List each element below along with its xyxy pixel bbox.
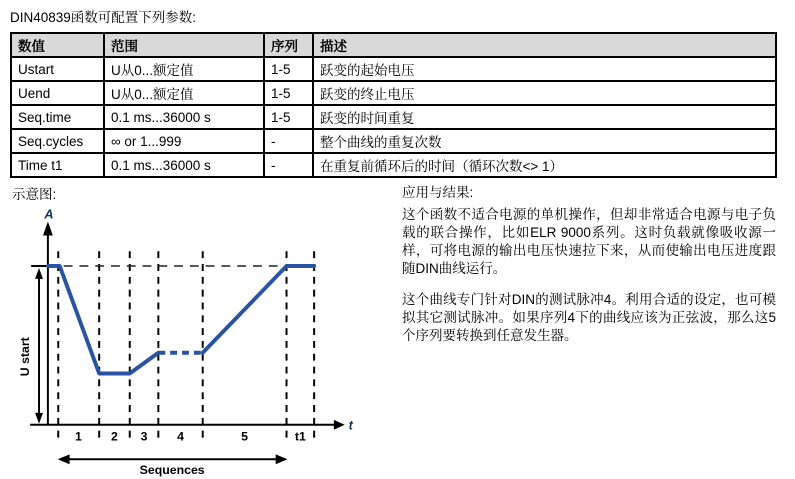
cell-sequence: 1-5 — [264, 105, 313, 129]
column-header-value: 数值 — [11, 33, 104, 57]
cell-value: Uend — [11, 81, 104, 105]
segment-label-1: 1 — [75, 429, 82, 444]
cell-value: Seq.cycles — [11, 129, 104, 153]
segment-label-t1: t1 — [294, 429, 306, 444]
x-axis-label: t — [348, 417, 353, 433]
cell-sequence: 1-5 — [264, 57, 313, 81]
table-row — [11, 105, 776, 129]
table-row — [11, 81, 776, 105]
parameter-table — [10, 32, 777, 178]
cell-range: U从0...额定值 — [104, 57, 264, 81]
cell-range: 0.1 ms...36000 s — [104, 153, 264, 177]
cell-range: ∞ or 1...999 — [104, 129, 264, 153]
application-paragraph: 这个函数不适合电源的单机操作，但却非常适合电源与电子负载的联合操作，比如ELR 9000系列。这时负载就像吸收源一样，可将电源的输出电压快速拉下来，从而使输出电压进度跟随DIN曲线运行。 — [402, 207, 776, 276]
schematic-label: 示意图: — [12, 187, 57, 202]
cell-description: 跃变的终止电压 — [313, 81, 776, 105]
y-axis-label: A — [44, 206, 54, 222]
x-axis-arrowhead — [334, 420, 345, 430]
cell-description: 在重复前循环后的时间（循环次数<> 1） — [313, 153, 776, 177]
column-header-description: 描述 — [313, 33, 776, 57]
sequence-boundary-gridlines — [58, 251, 314, 443]
y-axis-arrowhead — [43, 222, 53, 236]
sequences-arrowhead-left — [58, 454, 70, 464]
cell-value: Seq.time — [11, 105, 104, 129]
cell-range: 0.1 ms...36000 s — [104, 105, 264, 129]
din-curve-solid-left — [48, 266, 158, 373]
segment-label-2: 2 — [111, 429, 118, 444]
ustart-arrowhead-up — [35, 268, 43, 279]
cell-value: Time t1 — [11, 153, 104, 177]
cell-sequence: - — [264, 153, 313, 177]
cell-description: 跃变的时间重复 — [313, 105, 776, 129]
page-title: DIN40839函数可配置下列参数: — [10, 10, 197, 25]
table-row — [11, 129, 776, 153]
table-row — [11, 153, 776, 177]
segment-label-5: 5 — [241, 429, 249, 444]
cell-value: Ustart — [11, 57, 104, 81]
cell-sequence: 1-5 — [264, 81, 313, 105]
segment-label-3: 3 — [140, 429, 148, 444]
segment-label-4: 4 — [177, 429, 184, 444]
din-curve-solid-right — [203, 266, 314, 353]
cell-range: U从0...额定值 — [104, 81, 264, 105]
column-header-range: 范围 — [104, 33, 264, 57]
application-section — [402, 184, 776, 358]
din-curve-diagram — [0, 196, 365, 479]
table-row — [11, 57, 776, 81]
cell-description: 跃变的起始电压 — [313, 57, 776, 81]
application-paragraph: 这个曲线专门针对DIN的测试脉冲4。利用合适的设定，也可模拟其它测试脉冲。如果序列4下的曲线应该为正弦波，那么这5个序列要转换到任意发生器。 — [402, 292, 776, 343]
table-header-row — [11, 33, 776, 57]
sequences-arrowhead-right — [276, 454, 288, 464]
ustart-label: U start — [18, 337, 33, 377]
ustart-arrowhead-down — [35, 413, 43, 424]
column-header-sequence: 序列 — [264, 33, 313, 57]
application-heading: 应用与结果: — [402, 185, 474, 200]
cell-description: 整个曲线的重复次数 — [313, 129, 776, 153]
cell-sequence: - — [264, 129, 313, 153]
sequences-label: Sequences — [139, 463, 205, 478]
